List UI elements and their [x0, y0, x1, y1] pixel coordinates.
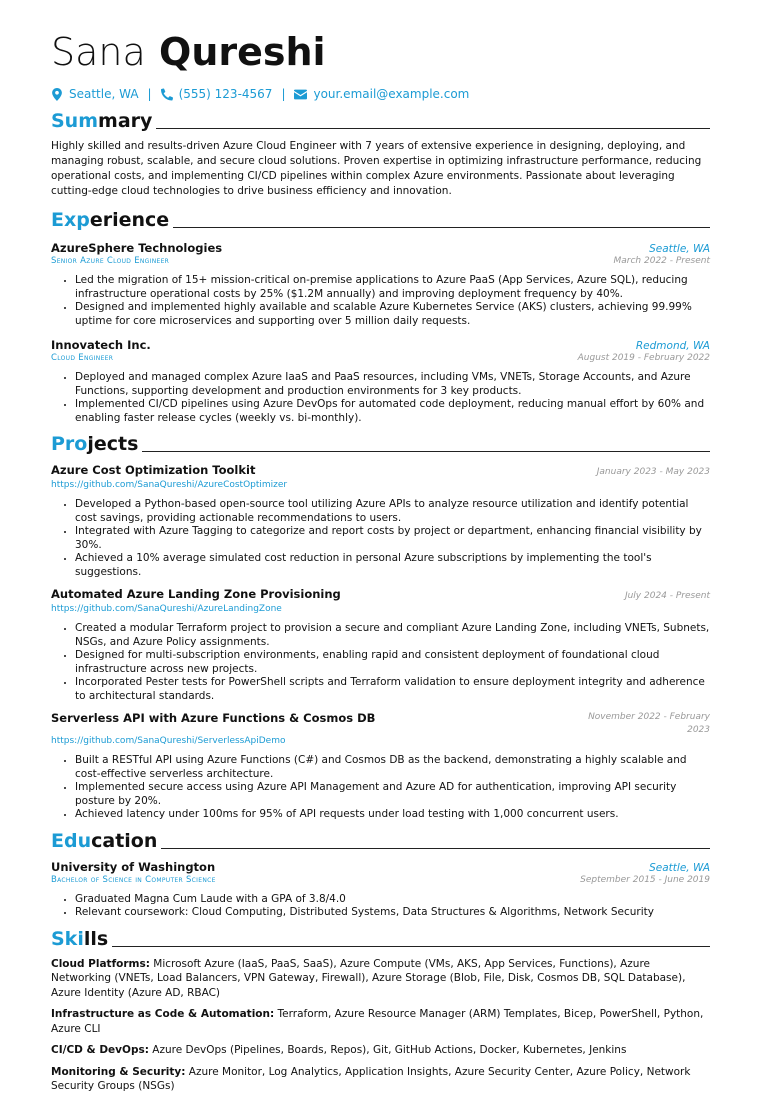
education-dates: September 2015 - June 2019	[580, 874, 710, 885]
summary-title-rest: mary	[98, 110, 153, 132]
bullet-item: • Achieved latency under 100ms for 95% of API requests under load testing with 1,000 concurrent users.	[75, 808, 710, 822]
projects-title-accent: Pro	[51, 433, 88, 455]
skill-label: CI/CD & DevOps:	[51, 1044, 149, 1056]
skill-text: Microsoft Azure (IaaS, PaaS, SaaS), Azure Compute (VMs, AKS, App Services, Functions), Azure Networking (VNETs, Load Balancers, VPN Gateway, Firewall), Azure Storage (Blob, File, Disk, Cosmos DB, SQL Database), Azure Identity (Azure AD, RBAC)	[51, 957, 686, 999]
project-bullets	[51, 498, 710, 579]
section-rule	[142, 451, 710, 452]
bullet-item: • Designed for multi-subscription environments, enabling rapid and consistent deployment of foundational cloud infrastructure across new projects.	[75, 649, 710, 676]
skill-label: Cloud Platforms:	[51, 957, 150, 970]
bullet-item: • Created a modular Terraform project to provision a secure and compliant Azure Landing Zone, including VNETs, Subnets, NSGs, and Azure Policy assignments.	[75, 622, 710, 649]
section-rule	[156, 128, 710, 129]
skill-label: Infrastructure as Code & Automation:	[51, 1008, 275, 1020]
bullet-item: • Deployed and managed complex Azure IaaS and PaaS resources, including VMs, VNETs, Storage Accounts, and Azure Functions, supporting development and production environments for 3 key products.	[75, 371, 710, 398]
bullet-item: • Integrated with Azure Tagging to categorize and report costs by project or department, enhancing financial visibility by 30%.	[75, 525, 710, 552]
envelope-icon	[294, 89, 307, 100]
skill-label: Monitoring & Security:	[51, 1065, 186, 1078]
project-dates: January 2023 - May 2023	[596, 467, 710, 477]
section-rule	[173, 227, 710, 228]
skill-line	[51, 1007, 710, 1036]
bullet-item: • Implemented secure access using Azure API Management and Azure AD for authentication, improving API security posture by 20%.	[75, 781, 710, 808]
experience-entry	[51, 338, 710, 425]
project-name: Serverless API with Azure Functions & Cosmos DB	[51, 711, 376, 725]
contact-separator: |	[147, 87, 152, 101]
skill-line	[51, 957, 710, 1001]
skill-text: Terraform, Azure Resource Manager (ARM) Templates, Bicep, PowerShell, Python, Azure CLI	[51, 1008, 704, 1035]
job-dates: August 2019 - February 2022	[577, 353, 710, 363]
section-rule	[161, 848, 710, 849]
last-name: Qureshi	[159, 30, 326, 74]
email-text: your.email@example.com	[313, 87, 470, 101]
section-rule	[112, 946, 710, 947]
summary-title-accent: Sum	[51, 110, 99, 132]
job-role: Cloud Engineer	[51, 353, 114, 363]
location-text: Seattle, WA	[69, 87, 139, 101]
job-bullets	[51, 371, 710, 425]
projects-title-rest: jects	[87, 433, 139, 455]
project-dates-line1: November 2022 - February	[588, 712, 710, 722]
project-dates-line2: 2023	[687, 725, 710, 735]
first-name: Sana	[51, 30, 146, 74]
bullet-item: • Developed a Python-based open-source tool utilizing Azure APIs to analyze resource utilization and identify potential cost savings, providing actionable recommendations to users.	[75, 498, 710, 525]
project-name: Automated Azure Landing Zone Provisioning	[51, 587, 341, 601]
degree: Bachelor of Science in Computer Science	[51, 874, 216, 885]
skill-text: Azure Monitor, Log Analytics, Application Insights, Azure Security Center, Azure Policy, Network Security Groups (NSGs)	[51, 1065, 691, 1092]
contact-location	[51, 87, 139, 101]
project-entry	[51, 463, 710, 579]
contact-phone[interactable]	[161, 87, 273, 101]
education-title-rest: cation	[91, 829, 158, 852]
education-entry	[51, 860, 710, 920]
map-pin-icon	[51, 88, 63, 101]
phone-icon	[161, 88, 173, 101]
experience-title-accent: Exp	[51, 209, 90, 231]
section-title-projects	[51, 431, 710, 455]
skill-line	[51, 1043, 710, 1058]
job-role: Senior Azure Cloud Engineer	[51, 256, 170, 266]
bullet-item: • Designed and implemented highly available and scalable Azure Kubernetes Service (AKS) clusters, achieving 99.99% uptime for core microservices and supporting over 5 million daily requests.	[75, 301, 710, 328]
job-location: Seattle, WA	[649, 243, 710, 255]
contact-email[interactable]	[294, 87, 469, 101]
job-bullets	[51, 274, 710, 328]
project-entry	[51, 711, 710, 822]
project-bullets	[51, 622, 710, 703]
project-link[interactable]: https://github.com/SanaQureshi/AzureCostOptimizer	[51, 480, 288, 490]
skill-text: Azure DevOps (Pipelines, Boards, Repos), Git, GitHub Actions, Docker, Kubernetes, Jenkins	[148, 1044, 627, 1056]
bullet-item: • Built a RESTful API using Azure Functions (C#) and Cosmos DB as the backend, demonstrating a highly scalable and cost-effective serverless architecture.	[75, 754, 710, 781]
project-link[interactable]: https://github.com/SanaQureshi/AzureLandingZone	[51, 604, 282, 614]
bullet-item: • Led the migration of 15+ mission-critical on-premise applications to Azure PaaS (App Services, Azure SQL), reducing infrastructure operational costs by 25% ($1.2M annually) and improving deployment frequency by 40%.	[75, 274, 710, 301]
section-title-summary	[51, 108, 710, 132]
project-entry	[51, 587, 710, 703]
education-bullets	[51, 893, 710, 920]
candidate-name	[51, 30, 710, 74]
experience-entry	[51, 241, 710, 328]
section-title-experience	[51, 207, 710, 231]
project-dates	[588, 711, 710, 737]
project-name: Azure Cost Optimization Toolkit	[51, 463, 256, 477]
contact-separator: |	[281, 87, 286, 101]
bullet-item: • Achieved a 10% average simulated cost reduction in personal Azure subscriptions by implementing the tool's suggestions.	[75, 552, 710, 579]
project-bullets	[51, 754, 710, 822]
phone-text: (555) 123-4567	[178, 87, 273, 101]
skill-line	[51, 1065, 710, 1094]
education-title-accent: Edu	[51, 829, 92, 852]
contact-bar	[51, 86, 710, 102]
bullet-item: • Graduated Magna Cum Laude with a GPA of 3.8/4.0	[75, 893, 710, 907]
company-name: AzureSphere Technologies	[51, 241, 223, 255]
skills-title-accent: Ski	[51, 927, 84, 950]
project-dates: July 2024 - Present	[624, 591, 710, 601]
section-title-education	[51, 828, 710, 852]
job-dates: March 2022 - Present	[613, 256, 710, 266]
school-location: Seattle, WA	[649, 861, 710, 874]
job-location: Redmond, WA	[635, 340, 710, 352]
company-name: Innovatech Inc.	[51, 338, 151, 352]
experience-title-rest: erience	[89, 209, 170, 231]
skills-title-rest: lls	[83, 927, 109, 950]
bullet-item: • Relevant coursework: Cloud Computing, Distributed Systems, Data Structures & Algorithms, Network Security	[75, 906, 710, 920]
section-title-skills	[51, 926, 710, 950]
school-name: University of Washington	[51, 859, 216, 874]
summary-text: Highly skilled and results-driven Azure Cloud Engineer with 7 years of extensive experience in designing, deploying, and managing robust, scalable, and secure cloud solutions. Proven expertise in optimizing infrastructure performance, reducing operational costs, and implementing CI/CD pipelines within complex Azure environments. Passionate about leveraging cutting-edge cloud technologies to drive business efficiency and innovation.	[51, 140, 702, 197]
bullet-item: • Implemented CI/CD pipelines using Azure DevOps for automated code deployment, reducing manual effort by 60% and enabling faster release cycles (weekly vs. bi-monthly).	[75, 398, 710, 425]
bullet-item: • Incorporated Pester tests for PowerShell scripts and Terraform validation to ensure deployment integrity and adherence to architectural standards.	[75, 676, 710, 703]
project-link[interactable]: https://github.com/SanaQureshi/ServerlessApiDemo	[51, 736, 286, 746]
